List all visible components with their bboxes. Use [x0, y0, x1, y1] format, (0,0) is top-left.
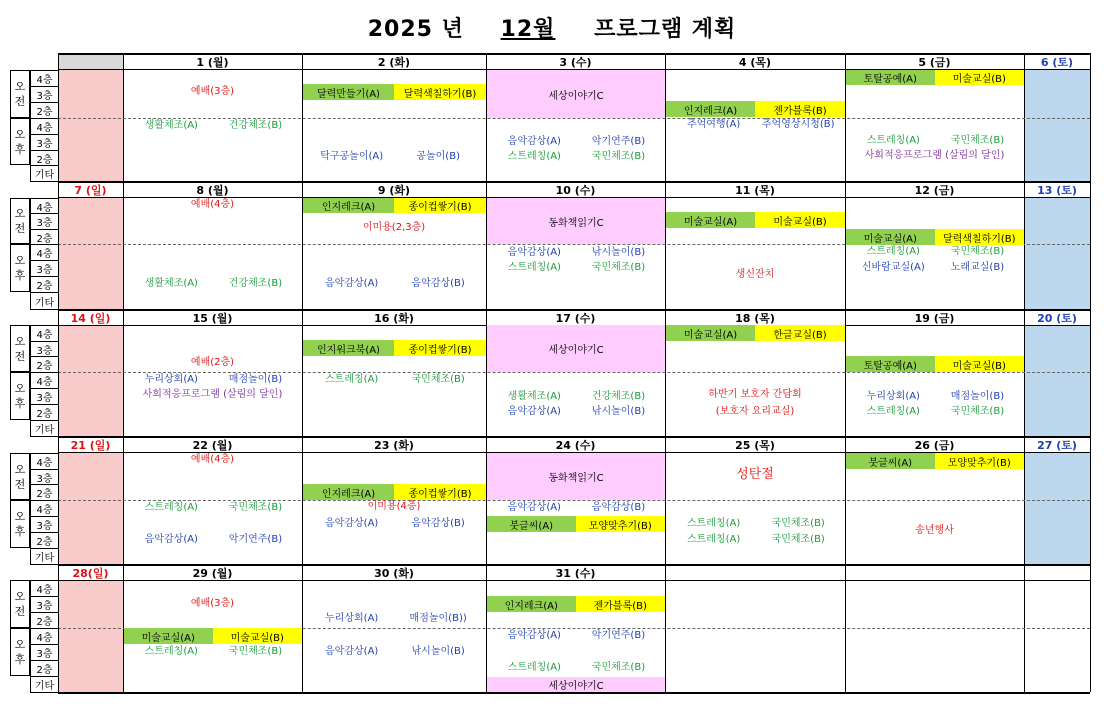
day-header: 28(일)	[72, 566, 109, 580]
activity-block: 붓글씨(A)	[487, 516, 576, 532]
floor-label: 2층	[30, 404, 59, 421]
dashed-divider	[58, 372, 1090, 373]
activity-label: 스트레칭(A)	[866, 406, 920, 417]
am-label: 오 전	[10, 580, 30, 628]
activity-label: 생신잔치	[735, 269, 775, 280]
activity-label: 국민체조(B)	[591, 262, 646, 273]
sunday-column	[58, 581, 123, 692]
activity-block: 미술교실(A)	[666, 212, 755, 228]
activity-block: 달력색칠하기(B)	[935, 229, 1025, 245]
activity-label: 스트레칭(A)	[866, 135, 920, 146]
floor-label: 3층	[30, 86, 59, 103]
activity-label: 국민체조(B)	[950, 406, 1005, 417]
day-header: 19 (금)	[914, 311, 955, 325]
day-header: 8 (월)	[196, 183, 229, 197]
calendar-bottom-line	[58, 692, 1090, 694]
floor-label: 3층	[30, 213, 59, 230]
activity-label: 추억여행(A)	[686, 119, 741, 130]
activity-label: 국민체조(B)	[228, 646, 283, 657]
activity-label: 사회적응프로그램 (살림의 달인)	[864, 150, 1005, 161]
activity-label: 낚시놀이(B)	[411, 646, 465, 657]
etc-label: 기타	[30, 292, 59, 310]
activity-label: 국민체조(B)	[591, 151, 646, 162]
etc-label: 기타	[30, 676, 59, 693]
floor-label: 3층	[30, 469, 59, 485]
activity-label: 국민체조(B)	[591, 662, 646, 673]
day-header: 4 (목)	[738, 55, 772, 69]
activity-label: 매점놀이(B)	[228, 374, 283, 385]
activity-block: 세상이야기C	[487, 325, 665, 372]
dashed-divider	[58, 118, 1090, 119]
column-line	[1090, 181, 1091, 309]
activity-label: 건강체조(B)	[591, 391, 646, 402]
activity-label: 생활체조(A)	[144, 120, 198, 131]
activity-block: 미술교실(B)	[213, 628, 303, 644]
floor-label: 3층	[30, 516, 59, 533]
day-header: 13 (토)	[1037, 183, 1077, 197]
title-rest: 프로그램 계획	[594, 17, 737, 42]
activity-label: 음악감상(A)	[144, 534, 198, 545]
activity-label: 매점놀이(B))	[409, 613, 467, 624]
saturday-column	[1024, 198, 1090, 309]
holiday-label: 성탄절	[736, 467, 774, 482]
activity-label: 사회적응프로그램 (살림의 달인)	[142, 389, 283, 400]
activity-label: 음악감상(A)	[507, 502, 561, 513]
activity-block: 미술교실(B)	[935, 356, 1025, 372]
activity-label: 국민체조(B)	[228, 502, 283, 513]
column-line	[123, 181, 124, 309]
activity-label: 스트레칭(A)	[144, 502, 198, 513]
floor-label: 3층	[30, 134, 59, 151]
activity-block: 젠가블록(B)	[755, 101, 845, 117]
activity-block: 세상이야기C	[487, 70, 665, 118]
column-line	[1024, 181, 1025, 309]
day-header: 1 (월)	[196, 55, 229, 69]
activity-block: 붓글씨(A)	[846, 453, 935, 469]
activity-block: 종이컵쌓기(B)	[394, 340, 486, 356]
activity-block: 미술교실(A)	[666, 325, 755, 341]
activity-label: 매점놀이(B)	[950, 391, 1005, 402]
floor-label: 3층	[30, 341, 59, 357]
floor-label: 2층	[30, 484, 59, 501]
activity-block: 미술교실(A)	[124, 628, 213, 644]
activity-block: 인지레크(A)	[303, 198, 394, 213]
day-header: 10 (수)	[555, 183, 596, 197]
floor-label: 2층	[30, 356, 59, 373]
column-line	[302, 53, 303, 181]
day-header: 24 (수)	[555, 438, 596, 452]
day-header: 15 (월)	[192, 311, 233, 325]
floor-label: 4층	[30, 118, 59, 135]
floor-label: 4층	[30, 580, 59, 597]
floor-label: 3층	[30, 260, 59, 277]
day-header: 25 (목)	[735, 438, 775, 452]
activity-label: 예배(4층)	[190, 454, 235, 465]
activity-label: 누리상회(A)	[325, 613, 379, 624]
activity-block: 인지레크(A)	[303, 484, 394, 500]
activity-label: 낚시놀이(B)	[591, 247, 646, 258]
activity-label: 국민체조(B)	[771, 534, 825, 545]
column-line	[665, 53, 666, 181]
activity-label: 스트레칭(A)	[866, 246, 920, 257]
etc-label: 기타	[30, 165, 59, 182]
floor-label: 4층	[30, 244, 59, 261]
day-header: 7 (일)	[74, 183, 107, 197]
pm-label: 오 후	[10, 628, 30, 676]
activity-label: 낚시놀이(B)	[591, 406, 646, 417]
floor-label: 4층	[30, 453, 59, 470]
activity-label: 음악감상(B)	[411, 278, 465, 289]
activity-label: 스트레칭(A)	[686, 518, 741, 529]
activity-label: 건강체조(B)	[228, 278, 283, 289]
sunday-column	[58, 326, 123, 436]
activity-label: 노래교실(B)	[950, 262, 1005, 273]
activity-block: 모양맞추기(B)	[576, 516, 666, 532]
activity-label: 예배(3층)	[190, 86, 235, 97]
floor-label: 2층	[30, 532, 59, 549]
activity-label: (보호자 요리교실)	[715, 406, 795, 417]
column-line	[1090, 53, 1091, 181]
column-line	[123, 53, 124, 181]
am-label: 오 전	[10, 198, 30, 244]
activity-label: 음악감상(B)	[591, 502, 646, 513]
activity-label: 하반기 보호자 간담회	[708, 389, 802, 400]
floor-label: 4층	[30, 372, 59, 389]
activity-block: 인지워크북(A)	[303, 340, 394, 356]
sunday-column	[58, 198, 123, 309]
activity-block: 미술교실(A)	[846, 229, 935, 245]
activity-label: 스트레칭(A)	[507, 151, 561, 162]
activity-label: 악기연주(B)	[228, 534, 283, 545]
day-header	[58, 53, 123, 70]
floor-label: 2층	[30, 229, 59, 245]
floor-label: 2층	[30, 612, 59, 629]
activity-label: 국민체조(B)	[771, 518, 825, 529]
activity-label: 공놀이(B)	[416, 151, 460, 162]
activity-label: 음악감상(A)	[507, 247, 561, 258]
activity-label: 음악감상(A)	[507, 630, 561, 641]
day-header	[1024, 564, 1090, 581]
day-header: 27 (토)	[1037, 438, 1077, 452]
am-label: 오 전	[10, 325, 30, 372]
activity-label: 음악감상(A)	[507, 406, 561, 417]
saturday-column	[1024, 326, 1090, 436]
floor-label: 3층	[30, 388, 59, 405]
saturday-column	[1024, 70, 1090, 181]
pm-label: 오 후	[10, 500, 30, 548]
activity-label: 송년행사	[915, 525, 954, 536]
activity-label: 탁구공놀이(A)	[320, 151, 384, 162]
column-line	[845, 181, 846, 309]
floor-label: 2층	[30, 660, 59, 677]
activity-label: 스트레칭(A)	[144, 646, 198, 657]
column-line	[1090, 564, 1091, 692]
day-header: 26 (금)	[914, 438, 955, 452]
activity-block: 미술교실(B)	[755, 212, 845, 228]
activity-block: 달력색칠하기(B)	[394, 84, 486, 100]
activity-label: 예배(4층)	[190, 199, 235, 210]
day-header: 20 (토)	[1037, 311, 1077, 325]
activity-label: 음악감상(A)	[325, 518, 379, 529]
activity-block: 달력만들기(A)	[303, 84, 394, 100]
title-year: 2025 년	[367, 17, 464, 42]
activity-label: 스트레칭(A)	[325, 374, 379, 385]
activity-label: 신바람교실(A)	[861, 262, 925, 273]
activity-label: 추억영상시청(B)	[761, 119, 835, 130]
saturday-column	[1024, 453, 1090, 564]
column-line	[1024, 53, 1025, 181]
activity-label: 악기연주(B)	[591, 630, 646, 641]
floor-label: 4층	[30, 500, 59, 517]
activity-label: 스트레칭(A)	[686, 534, 741, 545]
activity-label: 예배(2층)	[190, 357, 235, 368]
floor-label: 3층	[30, 596, 59, 613]
day-header: 29 (월)	[192, 566, 233, 580]
activity-label: 음악감상(A)	[325, 278, 379, 289]
activity-label: 국민체조(B)	[950, 135, 1005, 146]
activity-block: 동화책읽기C	[487, 453, 665, 500]
activity-label: 생활체조(A)	[507, 391, 561, 402]
day-header: 18 (목)	[735, 311, 775, 325]
sunday-column	[58, 70, 123, 181]
activity-label: 음악감상(B)	[411, 518, 465, 529]
floor-label: 2층	[30, 102, 59, 119]
activity-block: 미술교실(B)	[935, 70, 1025, 85]
day-header: 21 (일)	[70, 438, 111, 452]
activity-label: 이미용(2,3층)	[362, 222, 426, 233]
day-header: 14 (일)	[70, 311, 111, 325]
column-line	[1090, 309, 1091, 436]
day-header	[845, 564, 1024, 581]
activity-block: 종이컵쌓기(B)	[394, 484, 486, 500]
activity-block: 세상이야기C	[487, 677, 665, 692]
activity-label: 국민체조(B)	[411, 374, 465, 385]
floor-label: 3층	[30, 644, 59, 661]
pm-label: 오 후	[10, 118, 30, 165]
floor-label: 4층	[30, 628, 59, 645]
day-header: 16 (화)	[374, 311, 414, 325]
floor-label: 4층	[30, 325, 59, 342]
floor-label: 2층	[30, 276, 59, 293]
am-label: 오 전	[10, 453, 30, 500]
day-header: 9 (화)	[377, 183, 411, 197]
activity-label: 악기연주(B)	[591, 136, 646, 147]
activity-label: 스트레칭(A)	[507, 662, 561, 673]
dashed-divider	[58, 500, 1090, 501]
day-header: 30 (화)	[374, 566, 414, 580]
activity-block: 젠가블록(B)	[576, 596, 666, 612]
activity-block: 토탈공예(A)	[846, 70, 935, 85]
activity-label: 누리상회(A)	[144, 374, 198, 385]
column-line	[1090, 436, 1091, 564]
activity-block: 한글교실(B)	[755, 325, 845, 341]
pm-label: 오 후	[10, 372, 30, 420]
day-header: 6 (토)	[1040, 55, 1074, 69]
day-header: 31 (수)	[555, 566, 596, 580]
activity-block: 인지레크(A)	[487, 596, 576, 612]
activity-block: 동화책읽기C	[487, 198, 665, 244]
activity-label: 음악감상(A)	[325, 646, 379, 657]
am-label: 오 전	[10, 70, 30, 118]
column-line	[665, 181, 666, 309]
activity-label: 생활체조(A)	[144, 278, 198, 289]
activity-block: 종이컵쌓기(B)	[394, 198, 486, 213]
activity-label: 이미용(4층)	[367, 501, 421, 512]
etc-label: 기타	[30, 548, 59, 565]
page-title	[0, 12, 1104, 43]
title-month: 12월	[500, 17, 556, 42]
activity-label: 누리상회(A)	[866, 391, 920, 402]
sunday-column	[58, 453, 123, 564]
activity-label: 예배(3층)	[190, 598, 235, 609]
floor-label: 2층	[30, 150, 59, 166]
day-header: 23 (화)	[374, 438, 414, 452]
day-header: 2 (화)	[377, 55, 411, 69]
activity-block: 토탈공예(A)	[846, 356, 935, 372]
activity-block: 모양맞추기(B)	[935, 453, 1025, 469]
activity-label: 건강체조(B)	[228, 120, 283, 131]
activity-label: 국민체조(B)	[950, 246, 1005, 257]
day-header	[665, 564, 845, 581]
day-header: 11 (목)	[735, 183, 775, 197]
floor-label: 4층	[30, 198, 59, 214]
day-header: 17 (수)	[555, 311, 596, 325]
activity-label: 스트레칭(A)	[507, 262, 561, 273]
floor-label: 4층	[30, 70, 59, 87]
activity-label: 음악감상(A)	[507, 136, 561, 147]
day-header: 3 (수)	[559, 55, 592, 69]
day-header: 12 (금)	[914, 183, 955, 197]
activity-block: 인지레크(A)	[666, 101, 755, 117]
pm-label: 오 후	[10, 244, 30, 292]
etc-label: 기타	[30, 420, 59, 437]
day-header: 5 (금)	[918, 55, 951, 69]
day-header: 22 (월)	[192, 438, 233, 452]
